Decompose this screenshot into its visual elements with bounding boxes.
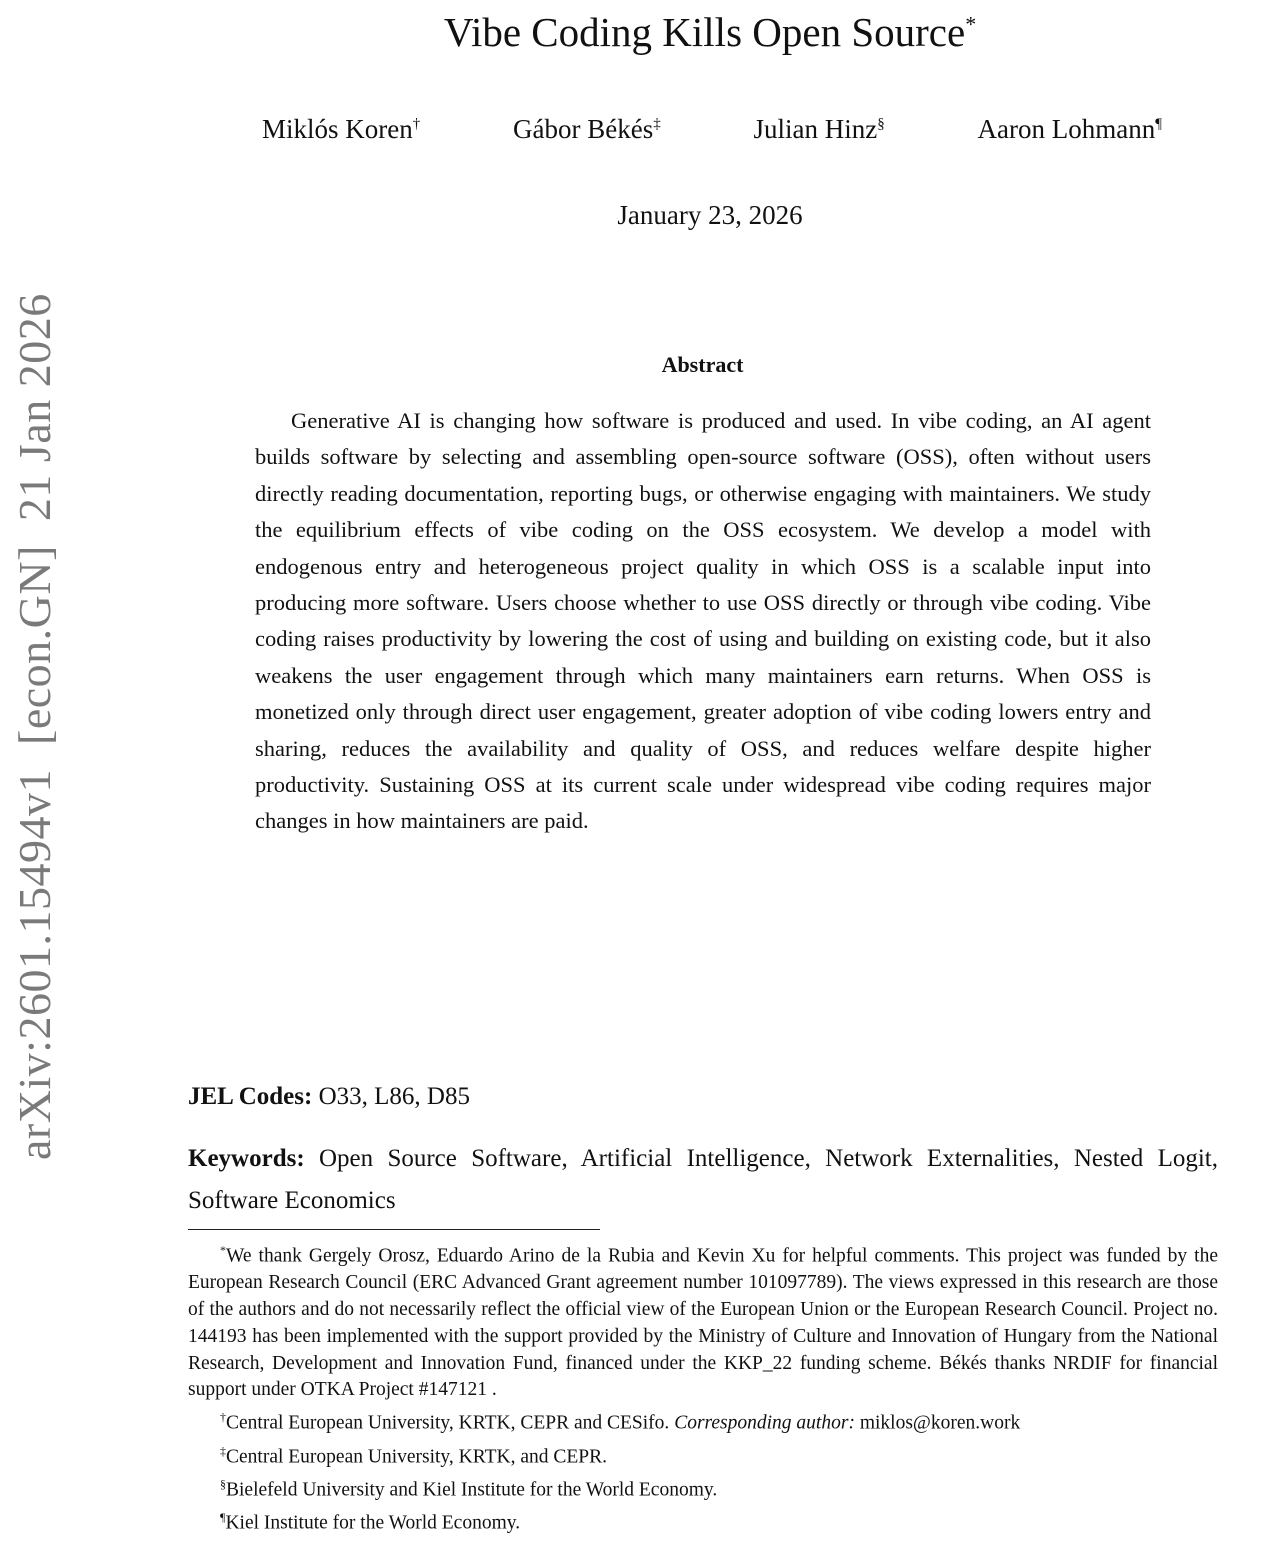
affiliation-text: Central European University, KRTK, CEPR and CESifo. — [226, 1412, 675, 1434]
jel-codes — [188, 1083, 470, 1111]
author-mark: ‡ — [653, 116, 661, 132]
footnote-thanks — [188, 1237, 1218, 1404]
paper-date: January 23, 2026 — [617, 200, 803, 230]
footnote-thanks-text: We thank Gergely Orosz, Eduardo Arino de la Rubia and Kevin Xu for helpful comments. This project was funded by the European Research Council (ERC Advanced Grant agreement number 101097789). The views expressed in this research are those of the authors and do not necessarily reflect the official view of the European Union or the European Research Council. Project no. 144193 has been implemented with the support provided by the Ministry of Culture and Innovation of Hungary from the National Research, Development and Innovation Fund, financed under the KKP_22 funding scheme. Békés thanks NRDIF for financial support under OTKA Project #147121 . — [188, 1245, 1218, 1401]
author-name: Aaron Lohmann — [977, 114, 1156, 144]
jel-label: JEL Codes: — [188, 1083, 313, 1110]
title-text: Vibe Coding Kills Open Source — [443, 9, 966, 55]
keywords-value: Open Source Software, Artificial Intelligence, Network Externalities, Nested Logit, Software Economics — [188, 1145, 1219, 1214]
footnote-affiliation-4 — [188, 1504, 1218, 1537]
author-name: Miklós Koren — [262, 114, 413, 144]
author-mark: § — [877, 116, 885, 132]
footnotes — [188, 1237, 1218, 1537]
affiliation-text: Bielefeld University and Kiel Institute for the World Economy. — [226, 1479, 718, 1501]
footnote-mark: * — [220, 1243, 226, 1257]
abstract-heading: Abstract — [661, 352, 744, 377]
jel-value: O33, L86, D85 — [318, 1083, 470, 1110]
footnote-mark: † — [220, 1410, 226, 1425]
author-list — [262, 114, 1162, 145]
corresponding-author-email[interactable]: miklos@koren.work — [854, 1412, 1021, 1434]
affiliation-text: Central European University, KRTK, and CEPR. — [226, 1446, 608, 1468]
abstract-text: Generative AI is changing how software is produced and used. In vibe coding, an AI agent builds software by selecting and assembling open-source software (OSS), often without users directly reading documentation, reporting bugs, or otherwise engaging with maintainers. We study the equilibrium effects of vibe coding on the OSS ecosystem. We develop a model with endogenous entry and heterogeneous project quality in which OSS is a scalable input into producing more software. Users choose whether to use OSS directly or through vibe coding. Vibe coding raises productivity by lowering the cost of using and building on existing code, but it also weakens the user engagement through which many maintainers earn returns. When OSS is monetized only through direct user engagement, greater adoption of vibe coding lowers entry and sharing, reduces the availability and quality of OSS, and reduces welfare despite higher productivity. Sustaining OSS at its current scale under widespread vibe coding requires major changes in how maintainers are paid. — [255, 408, 1151, 834]
affiliation-text: Kiel Institute for the World Economy. — [225, 1512, 521, 1534]
author — [262, 114, 420, 145]
author-mark: † — [412, 116, 421, 132]
author-name: Julian Hinz — [753, 114, 878, 144]
author-name: Gábor Békés — [513, 114, 654, 144]
author-mark: ¶ — [1155, 116, 1162, 132]
footnote-affiliation-3 — [188, 1471, 1218, 1504]
footnote-divider — [188, 1229, 600, 1230]
footnote-mark: § — [220, 1476, 226, 1491]
footnote-affiliation-1 — [188, 1404, 1218, 1437]
keywords-label: Keywords: — [188, 1145, 305, 1172]
footnote-mark: ¶ — [220, 1510, 226, 1525]
title-footnote-mark: * — [965, 11, 977, 37]
paper-title — [0, 8, 1280, 56]
keywords — [188, 1138, 1218, 1222]
author — [978, 114, 1163, 145]
footnote-mark: ‡ — [220, 1443, 226, 1458]
footnote-affiliation-2 — [188, 1438, 1218, 1471]
author — [513, 114, 661, 145]
author — [754, 114, 885, 145]
corresponding-author-label: Corresponding author: — [674, 1412, 855, 1434]
arxiv-identifier-stamp: arXiv:2601.15494v1 [econ.GN] 21 Jan 2026 — [9, 293, 60, 1160]
